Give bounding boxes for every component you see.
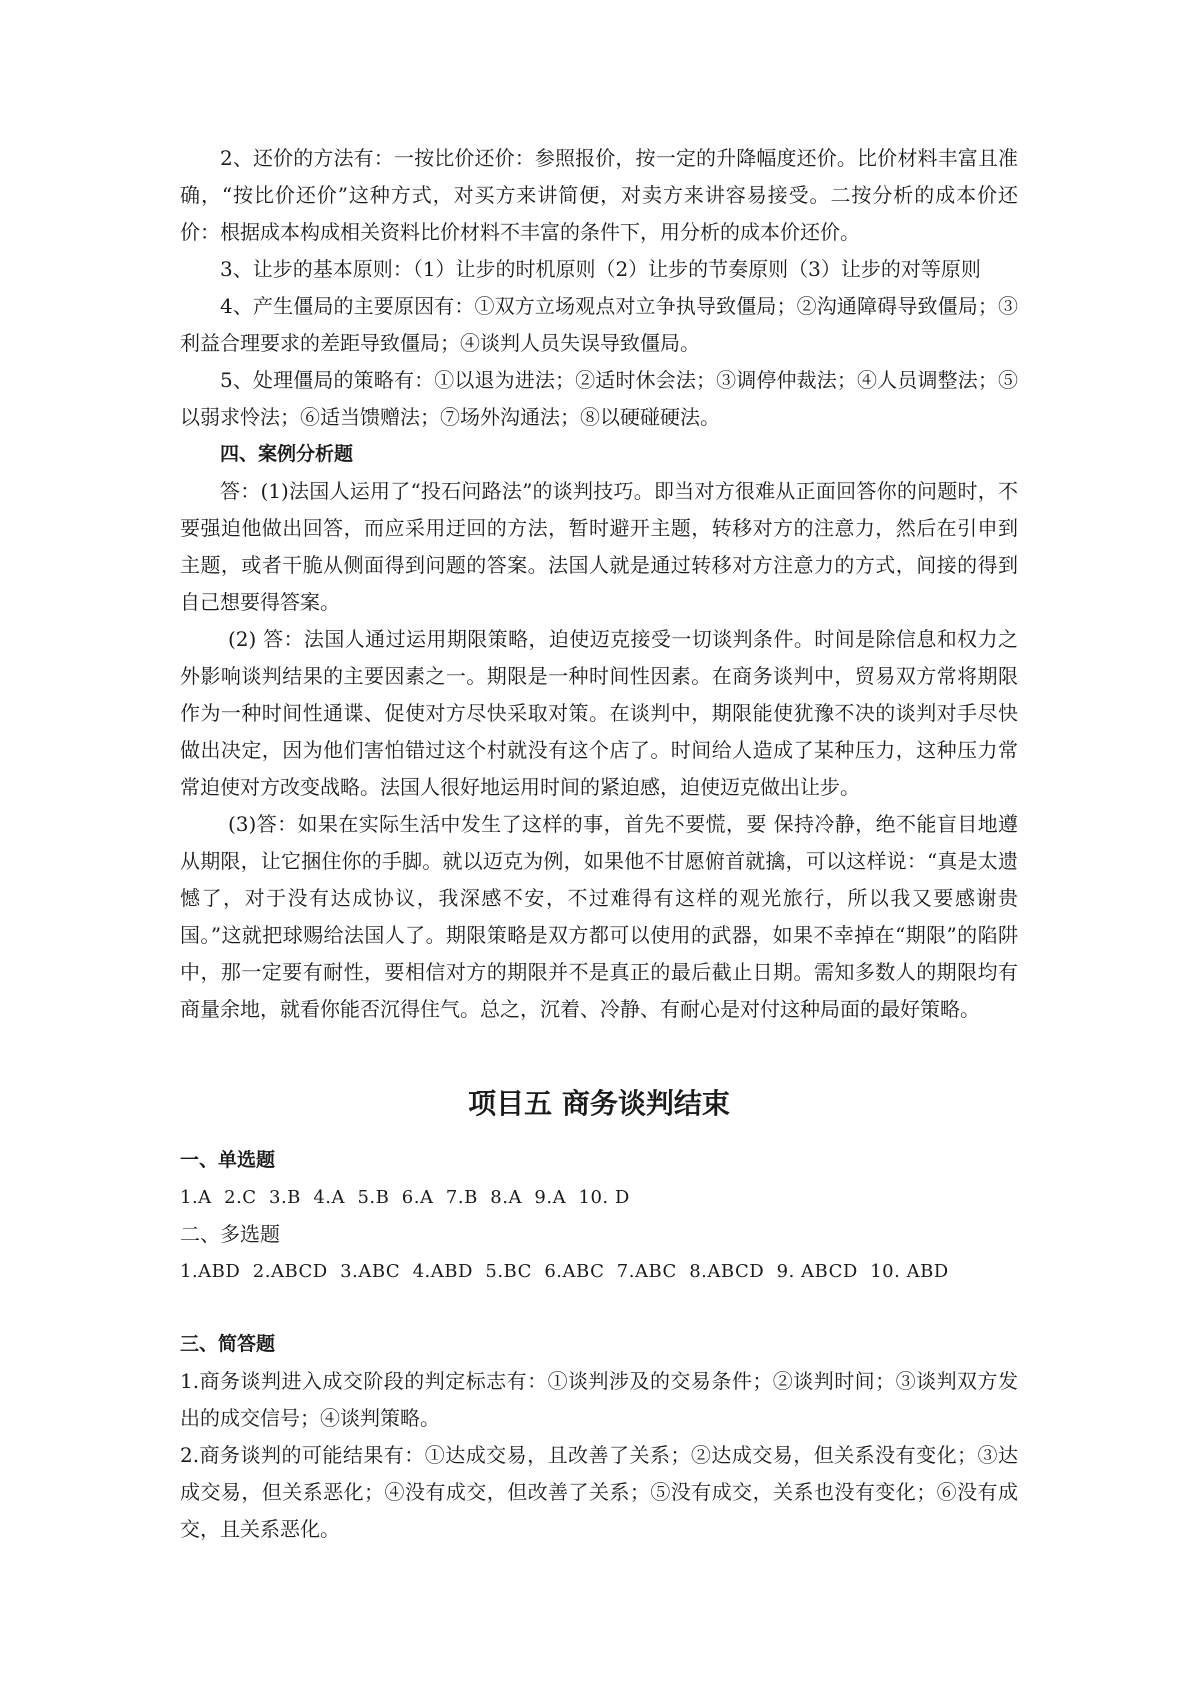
multi-choice-heading: 二、多选题: [180, 1222, 280, 1246]
case-analysis-heading: 四、案例分析题: [220, 443, 354, 465]
paragraph-deadlock-strategies: 5、处理僵局的策略有：①以退为进法；②适时休会法；③调停仲裁法；④人员调整法；⑤以弱求怜法；⑥适当馈赠法；⑦场外沟通法；⑧以硬碰硬法。: [180, 368, 1018, 429]
paragraph-deadlock-causes: 4、产生僵局的主要原因有：①双方立场观点对立争执导致僵局；②沟通障碍导致僵局；③利益合理要求的差距导致僵局；④谈判人员失误导致僵局。: [180, 294, 1018, 355]
section-spacer: [180, 1028, 1018, 1084]
single-choice-heading: 一、单选题: [180, 1149, 276, 1171]
single-choice-answers: 1.A 2.C 3.B 4.A 5.B 6.A 7.B 8.A 9.A 10. D: [180, 1187, 630, 1208]
case-answer-3: (3)答：如果在实际生活中发生了这样的事，首先不要慌，要 保持冷静，绝不能盲目地遵从期限，让它捆住你的手脚。就以迈克为例，如果他不甘愿俯首就擒，可以这样说：“真是太遗憾了，对于没有达成协议，我深感不安，不过难得有这样的观光旅行，所以我又要感谢贵国。”这就把球赐给法国人了。期限策略是双方都可以使用的武器，如果不幸掉在“期限”的陷阱中，那一定要有耐性，要相信对方的期限并不是真正的最后截止日期。需知多数人的期限均有商量余地，就看你能否沉得住气。总之，沉着、冷静、有耐心是对付这种局面的最好策略。: [180, 812, 1018, 1021]
short-answer-2: 2.商务谈判的可能结果有：①达成交易，且改善了关系；②达成交易，但关系没有变化；③达成交易，但关系恶化；④没有成交，但改善了关系；⑤没有成交，关系也没有变化；⑥没有成交，且关系恶化。: [180, 1443, 1018, 1541]
paragraph-counter-offer-methods: 2、还价的方法有：一按比价还价：参照报价，按一定的升降幅度还价。比价材料丰富且准确，“按比价还价”这种方式，对买方来讲简便，对卖方来讲容易接受。二按分析的成本价还价：根据成本构成相关资料比价材料不丰富的条件下，用分析的成本价还价。: [180, 146, 1018, 244]
short-answer-heading: 三、简答题: [180, 1333, 276, 1355]
paragraph-concession-principles: 3、让步的基本原则：（1）让步的时机原则（2）让步的节奏原则（3）让步的对等原则: [220, 257, 981, 281]
project-title: 项目五 商务谈判结束: [468, 1087, 730, 1120]
short-answer-1: 1.商务谈判进入成交阶段的判定标志有：①谈判涉及的交易条件；②谈判时间；③谈判双方发出的成交信号；④谈判策略。: [180, 1369, 1018, 1430]
section-gap: [180, 1290, 1018, 1326]
document-page: [180, 140, 1018, 1548]
case-answer-1: 答：(1)法国人运用了“投石问路法”的谈判技巧。即当对方很难从正面回答你的问题时，不要强迫他做出回答，而应采用迂回的方法，暂时避开主题，转移对方的注意力，然后在引申到主题，或者干脆从侧面得到问题的答案。法国人就是通过转移对方注意力的方式，间接的得到自己想要得答案。: [180, 479, 1018, 614]
multi-choice-answers: 1.ABD 2.ABCD 3.ABC 4.ABD 5.BC 6.ABC 7.ABC 8.ABCD 9. ABCD 10. ABD: [180, 1261, 949, 1282]
case-answer-2: (2) 答：法国人通过运用期限策略，迫使迈克接受一切谈判条件。时间是除信息和权力之外影响谈判结果的主要因素之一。期限是一种时间性因素。在商务谈判中，贸易双方常将期限作为一种时间性通谍、促使对方尽快采取对策。在谈判中，期限能使犹豫不决的谈判对手尽快做出决定，因为他们害怕错过这个村就没有这个店了。时间给人造成了某种压力，这种压力常常迫使对方改变战略。法国人很好地运用时间的紧迫感，迫使迈克做出让步。: [180, 627, 1018, 799]
